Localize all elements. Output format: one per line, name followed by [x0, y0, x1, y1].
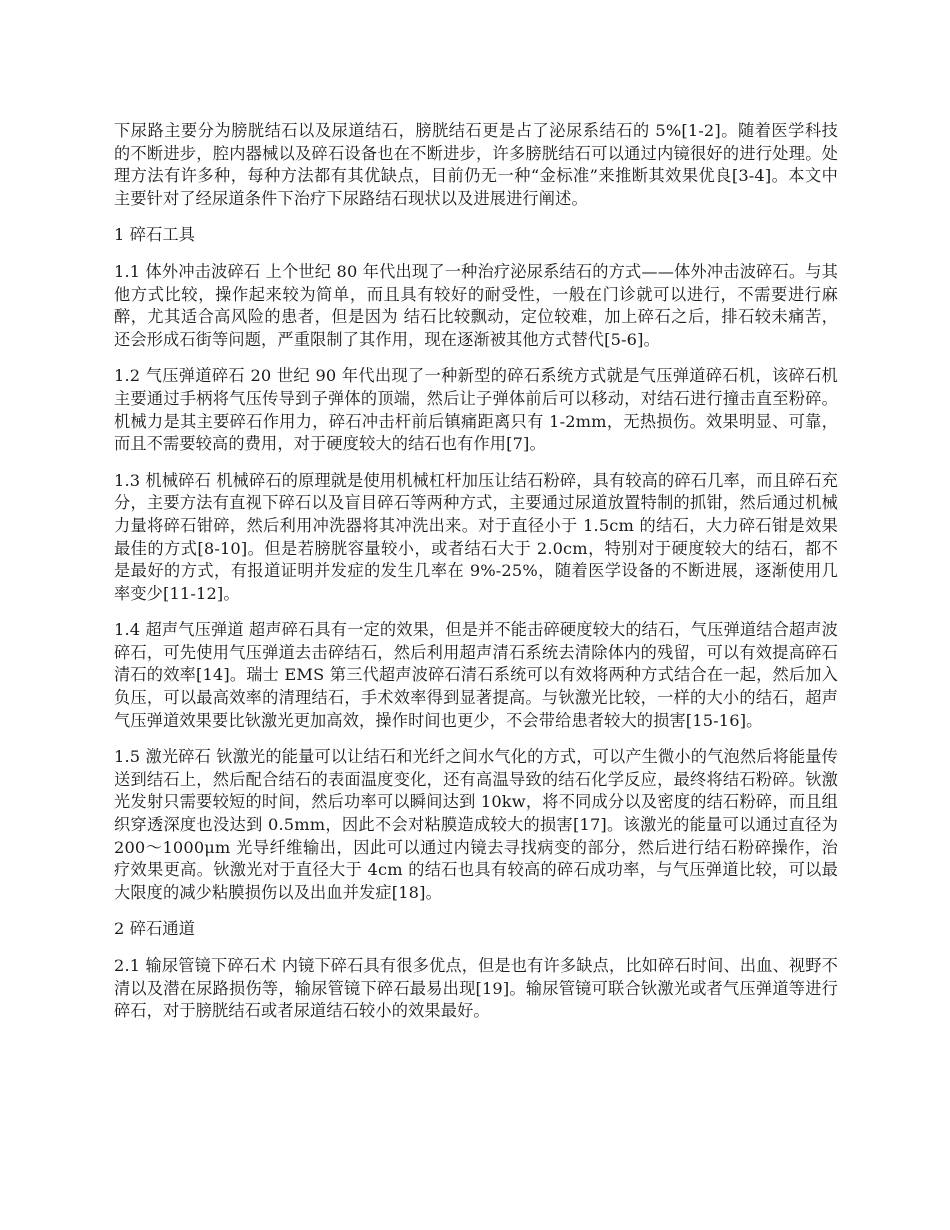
document-body [114, 120, 838, 1037]
paragraph-1-1-eswl: 1.1 体外冲击波碎石 上个世纪 80 年代出现了一种治疗泌尿系结石的方式——体外冲击波碎石。与其他方式比较，操作起来较为简单，而且具有较好的耐受性，一般在门诊就可以进行，不需要进行麻醉，尤其适合高风险的患者，但是因为 结石比较飘动，定位较难，加上碎石之后，排石较未痛苦，还会形成石街等问题，严重限制了其作用，现在逐渐被其他方式替代[5-6]。 [114, 261, 838, 349]
paragraph-1-3-mechanical: 1.3 机械碎石 机械碎石的原理就是使用机械杠杆加压让结石粉碎，具有较高的碎石几率，而且碎石充分，主要方法有直视下碎石以及盲目碎石等两种方式，主要通过尿道放置特制的抓钳，然后通过机械力量将碎石钳碎，然后利用冲洗器将其冲洗出来。对于直径小于 1.5cm 的结石，大力碎石钳是效果最佳的方式[8-10]。但是若膀胱容量较小，或者结石大于 2.0cm，特别对于硬度较大的结石，都不是最好的方式，有报道证明并发症的发生几率在 9%-25%，随着医学设备的不断进展，逐渐使用几率变少[11-12]。 [114, 470, 838, 603]
paragraph-2-1-ureteroscope: 2.1 输尿管镜下碎石术 内镜下碎石具有很多优点，但是也有许多缺点，比如碎石时间、出血、视野不清以及潜在尿路损伤等，输尿管镜下碎石最易出现[19]。输尿管镜可联合钬激光或者气压弹道等进行碎石，对于膀胱结石或者尿道结石较小的效果最好。 [114, 956, 838, 1021]
section-heading-lithotripsy-channels: 2 碎石通道 [114, 919, 196, 939]
paragraph-1-4-ultrasonic-pneumatic: 1.4 超声气压弹道 超声碎石具有一定的效果，但是并不能击碎硬度较大的结石，气压弹道结合超声波碎石，可先使用气压弹道去击碎结石，然后利用超声清石系统去清除体内的残留，可以有效提高碎石清石的效率[14]。瑞士 EMS 第三代超声波碎石清石系统可以有效将两种方式结合在一起，然后加入负压，可以最高效率的清理结石，手术效率得到显著提高。与钬激光比较，一样的大小的结石，超声气压弹道效果要比钬激光更加高效，操作时间也更少，不会带给患者较大的损害[15-16]。 [114, 620, 838, 730]
paragraph-1-5-laser: 1.5 激光碎石 钬激光的能量可以让结石和光纤之间水气化的方式，可以产生微小的气泡然后将能量传送到结石上，然后配合结石的表面温度变化，还有高温导致的结石化学反应，最终将结石粉碎。钬激光发射只需要较短的时间，然后功率可以瞬间达到 10kw，将不同成分以及密度的结石粉碎，而且组织穿透深度也没达到 0.5mm，因此不会对粘膜造成较大的损害[17]。该激光的能量可以通过直径为 200～1000μm 光导纤维输出，因此可以通过内镜去寻找病变的部分，然后进行结石粉碎操作，治疗效果更高。钬激光对于直径大于 4cm 的结石也具有较高的碎石成功率，与气压弹道比较，可以最大限度的减少粘膜损伤以及出血并发症[18]。 [114, 747, 838, 902]
intro-paragraph: 下尿路主要分为膀胱结石以及尿道结石，膀胱结石更是占了泌尿系结石的 5%[1-2]。随着医学科技的不断进步，腔内器械以及碎石设备也在不断进步，许多膀胱结石可以通过内镜很好的进行处理。处理方法有许多种，每种方法都有其优缺点，目前仍无一种“金标准”来推断其效果优良[3-4]。本文中主要针对了经尿道条件下治疗下尿路结石现状以及进展进行阐述。 [114, 121, 838, 208]
section-heading-lithotripsy-tools: 1 碎石工具 [114, 225, 196, 245]
paragraph-1-2-pneumatic: 1.2 气压弹道碎石 20 世纪 90 年代出现了一种新型的碎石系统方式就是气压弹道碎石机，该碎石机主要通过手柄将气压传导到子弹体的顶端，然后让子弹体前后可以移动，对结石进行撞击直至粉碎。机械力是其主要碎石作用力，碎石冲击杆前后镇痛距离只有 1-2mm，无热损伤。效果明显、可靠，而且不需要较高的费用，对于硬度较大的结石也有作用[7]。 [114, 366, 838, 454]
